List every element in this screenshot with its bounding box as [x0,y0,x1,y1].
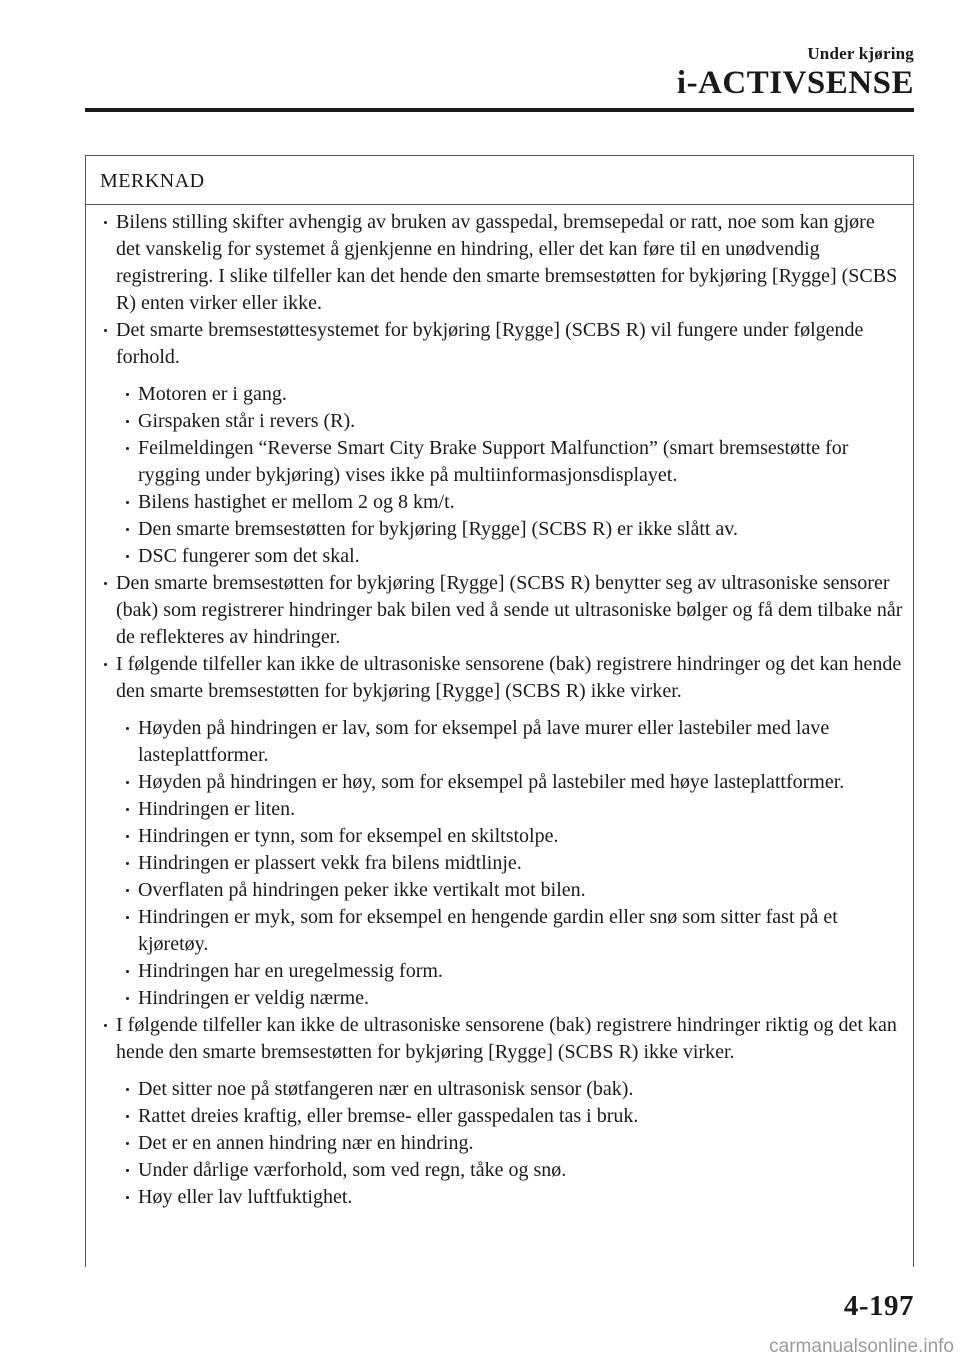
page-number: 4-197 [843,1290,914,1322]
bullet-icon [126,1142,129,1145]
chapter-title: i-ACTIVSENSE [676,65,914,101]
bullet-icon [126,835,129,838]
bullet-icon [104,1024,107,1027]
sub-item [100,985,903,1012]
sub-item [100,1076,903,1103]
sub-item [100,1184,903,1211]
sub-item [100,850,903,877]
bullet-icon [126,916,129,919]
sub-item-text: Hindringen er liten. [138,798,296,820]
sub-item [100,1130,903,1157]
sub-item-text: Under dårlige værforhold, som ved regn, tåke og snø. [138,1159,567,1181]
bullet-icon [126,420,129,423]
sub-item [100,796,903,823]
sub-list [100,1076,903,1211]
sub-item-text: Den smarte bremsestøtten for bykjøring [Rygge] (SCBS R) er ikke slått av. [138,518,739,540]
sub-item [100,1157,903,1184]
bullet-icon [126,781,129,784]
sub-item-text: Det er en annen hindring nær en hindring. [138,1132,474,1154]
sub-item-text: Høyden på hindringen er lav, som for eksempel på lave murer eller lastebiler med lave lasteplattformer. [138,717,830,766]
bullet-icon [126,1196,129,1199]
bullet-icon [126,555,129,558]
sub-item [100,516,903,543]
note-item-text: I følgende tilfeller kan ikke de ultrasoniske sensorene (bak) registrere hindringer riktig og det kan hende den smarte bremsestøtten for bykjøring [Rygge] (SCBS R) ikke virker. [116,1014,897,1063]
bullet-icon [126,862,129,865]
note-heading: MERKNAD [86,156,913,205]
bullet-icon [104,663,107,666]
note-item-text: Det smarte bremsestøttesystemet for bykjøring [Rygge] (SCBS R) vil fungere under følgende forhold. [116,319,864,368]
bullet-icon [126,970,129,973]
sub-item [100,823,903,850]
sub-item [100,489,903,516]
sub-item-text: Hindringen er tynn, som for eksempel en skiltstolpe. [138,825,559,847]
bullet-icon [126,1088,129,1091]
sub-item [100,1103,903,1130]
watermark[interactable]: carmanualsonline.info [769,1336,954,1357]
bullet-icon [126,1115,129,1118]
sub-item [100,958,903,985]
note-item-text: Den smarte bremsestøtten for bykjøring [Rygge] (SCBS R) benytter seg av ultrasoniske sensorer (bak) som registrerer hindringer bak bilen ved å sende ut ultrasoniske bølger og få dem tilbake når de reflekteres av hindringer. [116,572,903,648]
note-body [86,205,913,1211]
bullet-icon [126,528,129,531]
sub-item [100,435,903,489]
page-header [677,44,914,101]
sub-item [100,715,903,769]
sub-item [100,877,903,904]
sub-list [100,381,903,570]
bullet-icon [126,501,129,504]
bullet-icon [126,447,129,450]
sub-item-text: Hindringen er plassert vekk fra bilens midtlinje. [138,852,522,874]
bullet-icon [126,889,129,892]
header-rule [85,108,914,112]
sub-item-text: Motoren er i gang. [138,383,287,405]
bullet-icon [104,582,107,585]
sub-item-text: Girspaken står i revers (R). [138,410,356,432]
bullet-icon [126,1169,129,1172]
bullet-icon [126,997,129,1000]
sub-item-text: Høyden på hindringen er høy, som for eksempel på lastebiler med høye lasteplattformer. [138,771,845,793]
sub-item-text: Bilens hastighet er mellom 2 og 8 km/t. [138,491,455,513]
note-item [100,1012,903,1066]
note-item-text: Bilens stilling skifter avhengig av bruken av gasspedal, bremsepedal or ratt, noe som kan gjøre det vanskelig for systemet å gjenkjenne en hindring, eller det kan føre til en unødvendig registrering. I slike tilfeller kan det hende den smarte bremsestøtten for bykjøring [Rygge] (SCBS R) enten virker eller ikke. [116,211,898,314]
bullet-icon [126,808,129,811]
sub-item-text: Hindringen er veldig nærme. [138,987,370,1009]
note-item [100,209,903,317]
sub-item-text: Rattet dreies kraftig, eller bremse- eller gasspedalen tas i bruk. [138,1105,639,1127]
bullet-icon [104,329,107,332]
sub-item-text: Overflaten på hindringen peker ikke vertikalt mot bilen. [138,879,586,901]
note-item [100,570,903,651]
sub-item [100,543,903,570]
sub-item-text: Hindringen er myk, som for eksempel en hengende gardin eller snø som sitter fast på et kjøretøy. [138,906,838,955]
sub-item-text: Det sitter noe på støtfangeren nær en ultrasonisk sensor (bak). [138,1078,634,1100]
bullet-icon [126,393,129,396]
sub-item [100,381,903,408]
note-item-text: I følgende tilfeller kan ikke de ultrasoniske sensorene (bak) registrere hindringer og det kan hende den smarte bremsestøtten for bykjøring [Rygge] (SCBS R) ikke virker. [116,653,902,702]
sub-item-text: Hindringen har en uregelmessig form. [138,960,443,982]
bullet-icon [104,221,107,224]
sub-item-text: Høy eller lav luftfuktighet. [138,1186,353,1208]
sub-item-text: Feilmeldingen “Reverse Smart City Brake Support Malfunction” (smart bremsestøtte for rygging under bykjøring) vises ikke på multiinformasjonsdisplayet. [138,437,849,486]
note-item [100,651,903,705]
sub-item [100,769,903,796]
note-box [85,155,914,1267]
sub-item-text: DSC fungerer som det skal. [138,545,360,567]
bullet-icon [126,727,129,730]
section-name: Under kjøring [807,44,914,63]
sub-list [100,715,903,1012]
sub-item [100,408,903,435]
sub-item [100,904,903,958]
note-item [100,317,903,371]
